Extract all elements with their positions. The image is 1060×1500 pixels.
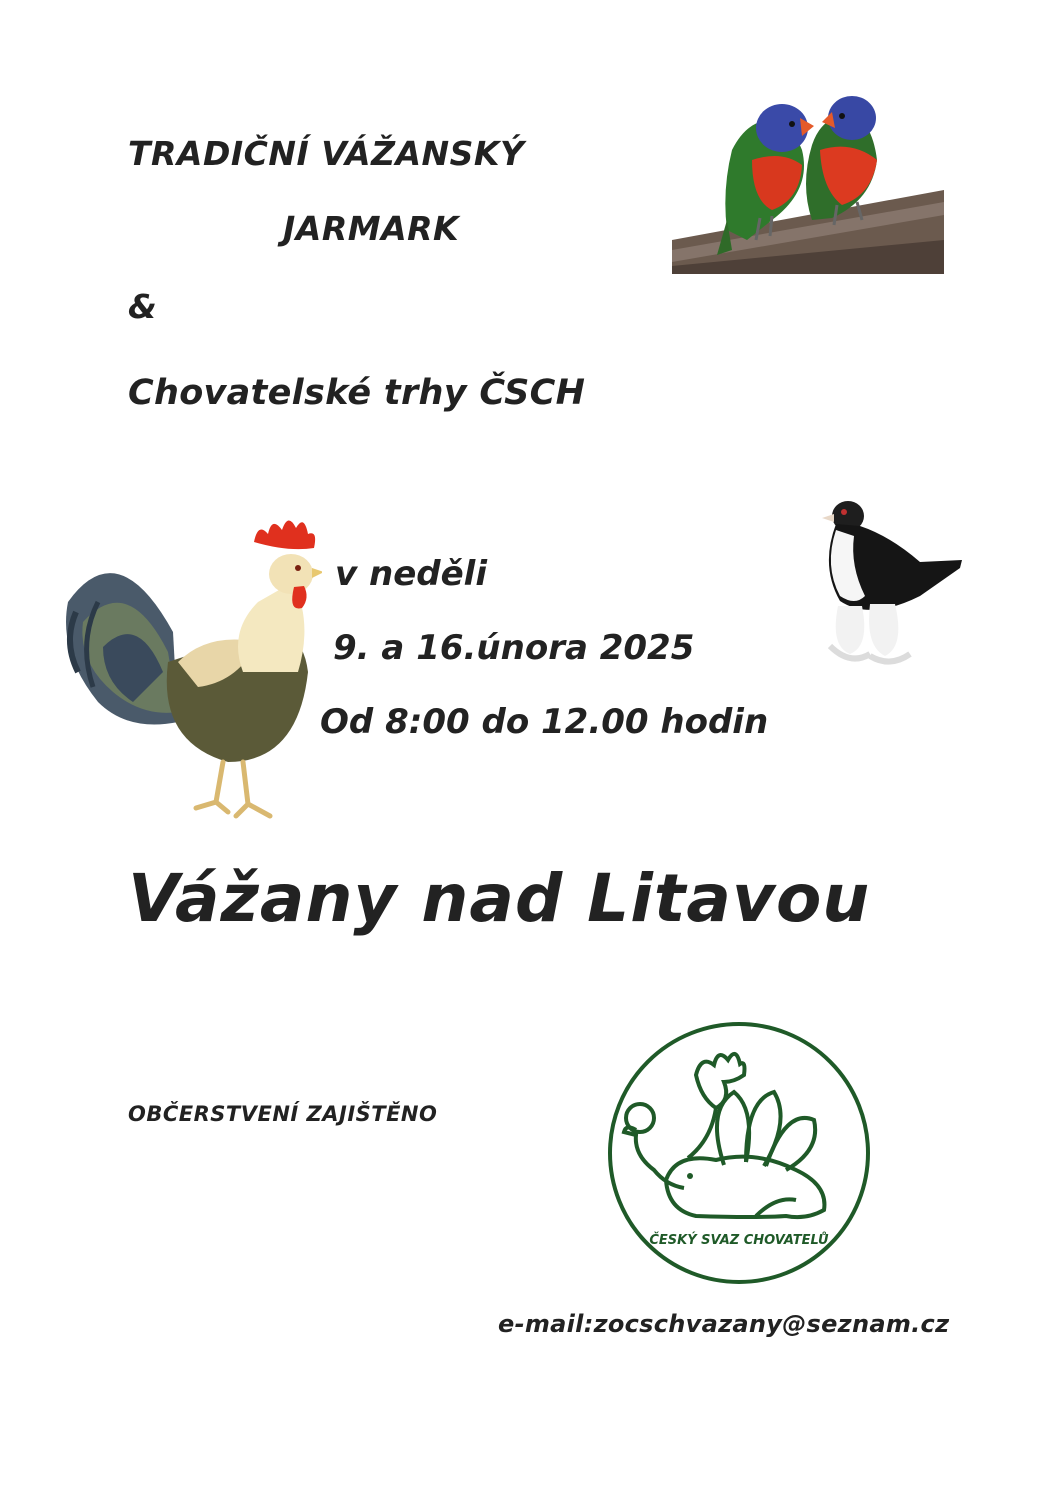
subtitle: Chovatelské trhy ČSCH <box>128 373 586 413</box>
location-title: Vážany nad Litavou <box>128 860 871 937</box>
ampersand: & <box>128 287 157 326</box>
title-line-1: TRADIČNÍ VÁŽANSKÝ <box>128 134 525 173</box>
event-hours: Od 8:00 do 12.00 hodin <box>320 702 769 742</box>
title-line-2: JARMARK <box>283 209 460 248</box>
csch-logo <box>606 1020 872 1286</box>
rooster-image <box>58 512 322 828</box>
event-dates: 9. a 16.února 2025 <box>333 628 695 668</box>
logo-text: ČESKÝ SVAZ CHOVATELŮ <box>649 1233 829 1248</box>
pigeon-image <box>810 496 968 668</box>
parrots-image <box>672 90 944 274</box>
event-day: v neděli <box>335 554 487 594</box>
refreshments-note: OBČERSTVENÍ ZAJIŠTĚNO <box>128 1102 438 1126</box>
contact-email: e-mail:zocschvazany@seznam.cz <box>498 1310 950 1338</box>
